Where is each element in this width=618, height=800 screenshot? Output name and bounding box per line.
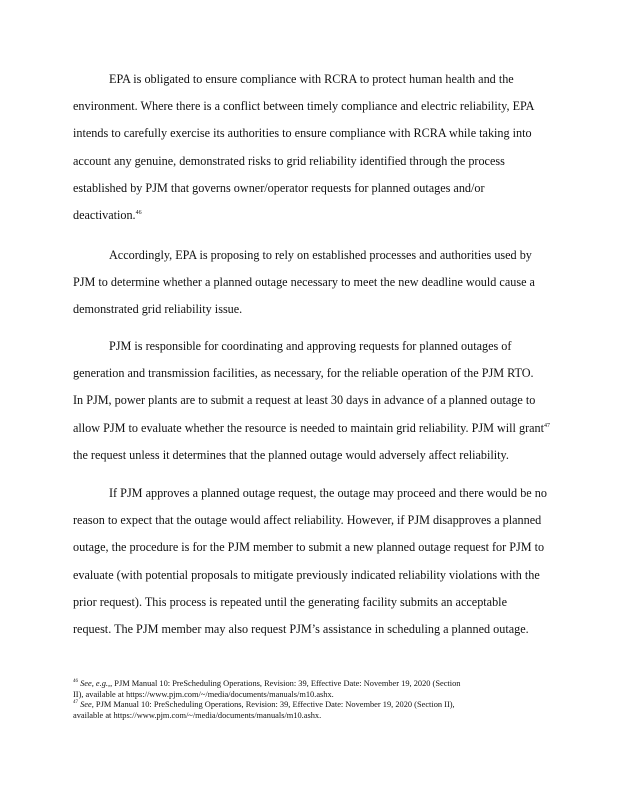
footnote-eg: e.g., [95, 679, 111, 688]
text-line: outage, the procedure is for the PJM member to submit a new planned outage request for PJM to [73, 540, 545, 555]
text-line: request. The PJM member may also request PJM’s assistance in scheduling a planned outage. [73, 622, 529, 637]
text-line-content: allow PJM to evaluate whether the resource is needed to maintain grid reliability. PJM will grant [73, 420, 545, 435]
footnote-ref-47[interactable]: 47 [544, 422, 551, 429]
text-line: generation and transmission facilities, as necessary, for the reliable operation of the PJM RTO. [73, 366, 534, 381]
text-line: established by PJM that governs owner/operator requests for planned outages and/or [73, 180, 485, 195]
text-line: PJM is responsible for coordinating and approving requests for planned outages of [109, 339, 512, 353]
paragraph-accordingly [73, 242, 603, 324]
footnote-number: 47 [73, 700, 78, 706]
text-line: environment. Where there is a conflict between timely compliance and electric reliability, EPA [73, 99, 535, 114]
footnote-see: See [80, 700, 92, 710]
footnote-47-continued: available at https://www.pjm.com/~/media/documents/manuals/m10.ashx. [73, 710, 322, 720]
text-line: the request unless it determines that the planned outage would adversely affect reliability. [73, 447, 509, 462]
paragraph-rcra-obligation [73, 66, 603, 229]
text-line: Accordingly, EPA is proposing to rely on established processes and authorities used by [109, 248, 532, 262]
text-line: In PJM, power plants are to submit a request at least 30 days in advance of a planned outage to [73, 393, 536, 408]
text-line [73, 415, 603, 442]
text-line: evaluate (with potential proposals to mitigate previously indicated reliability violations with the [73, 567, 540, 582]
footnote-number: 46 [73, 679, 78, 685]
text-line: account any genuine, demonstrated risks to grid reliability identified through the process [73, 153, 505, 168]
text-line: If PJM approves a planned outage request, the outage may proceed and there would be no [109, 486, 547, 500]
paragraph-approval-process [73, 480, 603, 643]
footnote-see: See, [80, 679, 94, 688]
paragraph-pjm-responsibility [73, 333, 603, 469]
footnotes [73, 679, 593, 721]
footnote-46 [73, 679, 593, 690]
footnote-ref-46[interactable]: 46 [135, 209, 142, 216]
text-line: demonstrated grid reliability issue. [73, 302, 243, 317]
footnote-text: , PJM Manual 10: PreScheduling Operations, Revision: 39, Effective Date: November 19, 2020 (Section II), [91, 700, 455, 710]
footnote-text: , PJM Manual 10: PreScheduling Operations, Revision: 39, Effective Date: November 19, 2020 (Section [110, 679, 461, 688]
text-line: prior request). This process is repeated until the generating facility submits an acceptable [73, 594, 507, 609]
text-line [73, 202, 603, 229]
text-line: reason to expect that the outage would affect reliability. However, if PJM disapproves a planned [73, 513, 542, 528]
text-line: EPA is obligated to ensure compliance with RCRA to protect human health and the [109, 72, 514, 86]
footnote-46-continued: II), available at https://www.pjm.com/~/media/documents/manuals/m10.ashx. [73, 689, 334, 699]
text-line: PJM to determine whether a planned outage necessary to meet the new deadline would cause a [73, 275, 535, 290]
text-line-content: deactivation. [73, 208, 136, 223]
footnote-47 [73, 700, 593, 711]
text-line: intends to carefully exercise its authorities to ensure compliance with RCRA while taking into [73, 126, 532, 141]
